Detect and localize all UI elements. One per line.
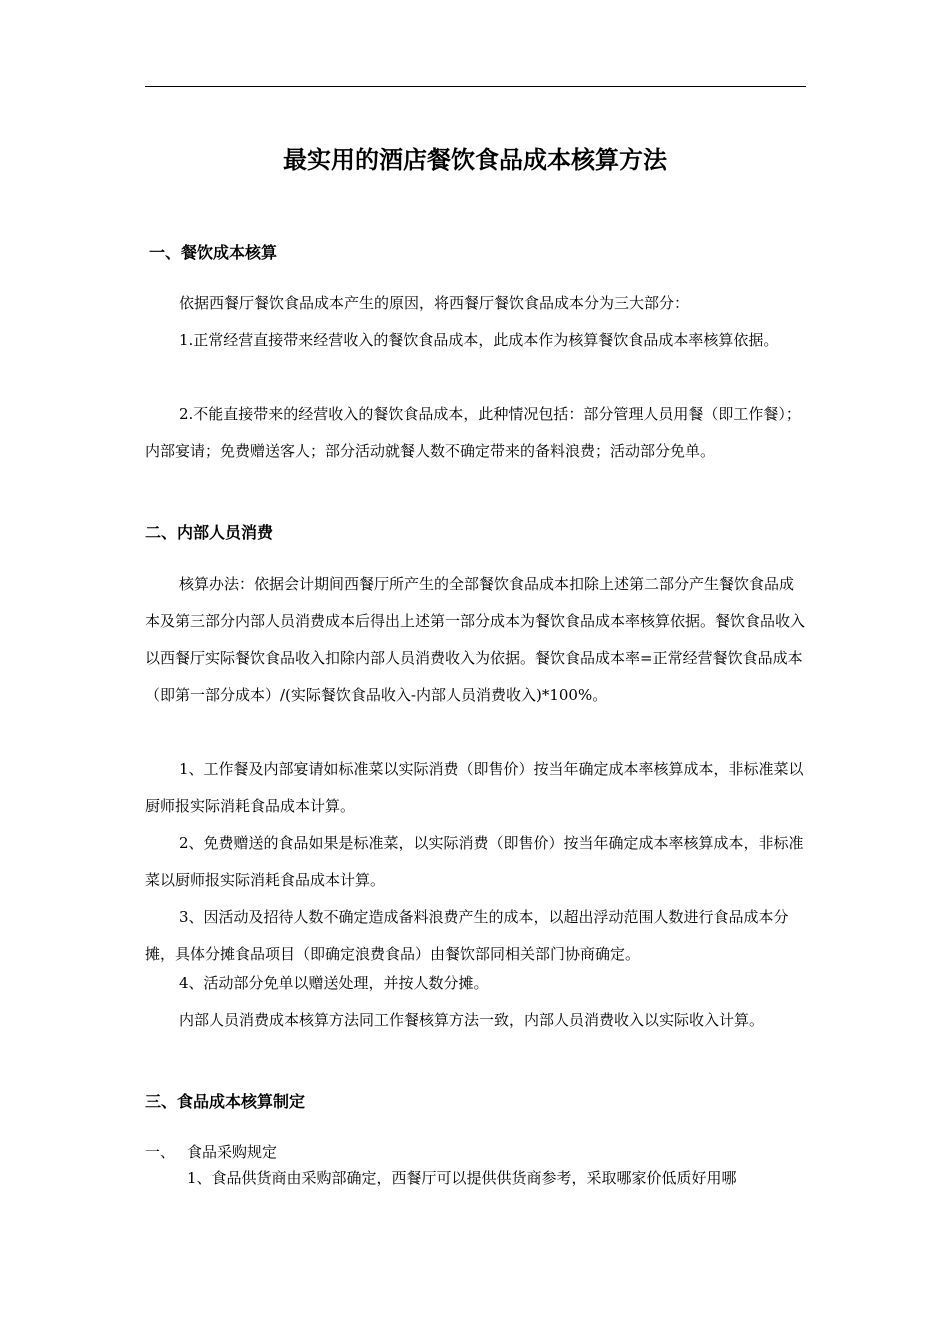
section-2-rule-1: 1、工作餐及内部宴请如标准菜以实际消费（即售价）按当年确定成本率核算成本，非标准菜以厨师报实际消耗食品成本计算。 (145, 760, 804, 815)
subsection-title: 食品采购规定 (187, 1143, 278, 1161)
subsection-item-1: 1、食品供货商由采购部确定，西餐厅可以提供供货商参考，采取哪家价低质好用哪 (187, 1169, 737, 1187)
section-3-heading: 三、食品成本核算制定 (145, 1092, 306, 1111)
section-1-item-2: 2.不能直接带来的经营收入的餐饮食品成本，此种情况包括：部分管理人员用餐（即工作餐）；内部宴请；免费赠送客人；部分活动就餐人数不确定带来的备料浪费；活动部分免单。 (145, 405, 801, 460)
section-2-heading: 二、内部人员消费 (145, 523, 274, 542)
section-2-rule-4: 4、活动部分免单以赠送处理，并按人数分摊。 (179, 974, 489, 992)
document-title: 最实用的酒店餐饮食品成本核算方法 (283, 146, 667, 174)
section-2-rule-3: 3、因活动及招待人数不确定造成备料浪费产生的成本，以超出浮动范围人数进行食品成本分摊，具体分摊食品项目（即确定浪费食品）由餐饮部同相关部门协商确定。 (145, 908, 789, 963)
header-rule (145, 86, 806, 87)
section-1-intro: 依据西餐厅餐饮食品成本产生的原因，将西餐厅餐饮食品成本分为三大部分： (179, 294, 690, 312)
section-1-item-1: 1.正常经营直接带来经营收入的餐饮食品成本，此成本作为核算餐饮食品成本率核算依据。 (179, 331, 779, 349)
section-1-heading: 一、餐饮成本核算 (149, 243, 278, 262)
subsection-marker: 一、 (145, 1143, 176, 1161)
section-2-closing: 内部人员消费成本核算方法同工作餐核算方法一致，内部人员消费收入以实际收入计算。 (179, 1011, 765, 1029)
section-2-rule-2: 2、免费赠送的食品如果是标准菜，以实际消费（即售价）按当年确定成本率核算成本，非标准菜以厨师报实际消耗食品成本计算。 (145, 834, 804, 889)
section-2-method: 核算办法：依据会计期间西餐厅所产生的全部餐饮食品成本扣除上述第二部分产生餐饮食品成本及第三部分内部人员消费成本后得出上述第一部分成本为餐饮食品成本率核算依据。餐饮食品收入以西餐厅实际餐饮食品收入扣除内部人员消费收入为依据。餐饮食品成本率=正常经营餐饮食品成本（即第一部分成本）/(实际餐饮食品收入-内部人员消费收入)*100%。 (145, 575, 806, 704)
